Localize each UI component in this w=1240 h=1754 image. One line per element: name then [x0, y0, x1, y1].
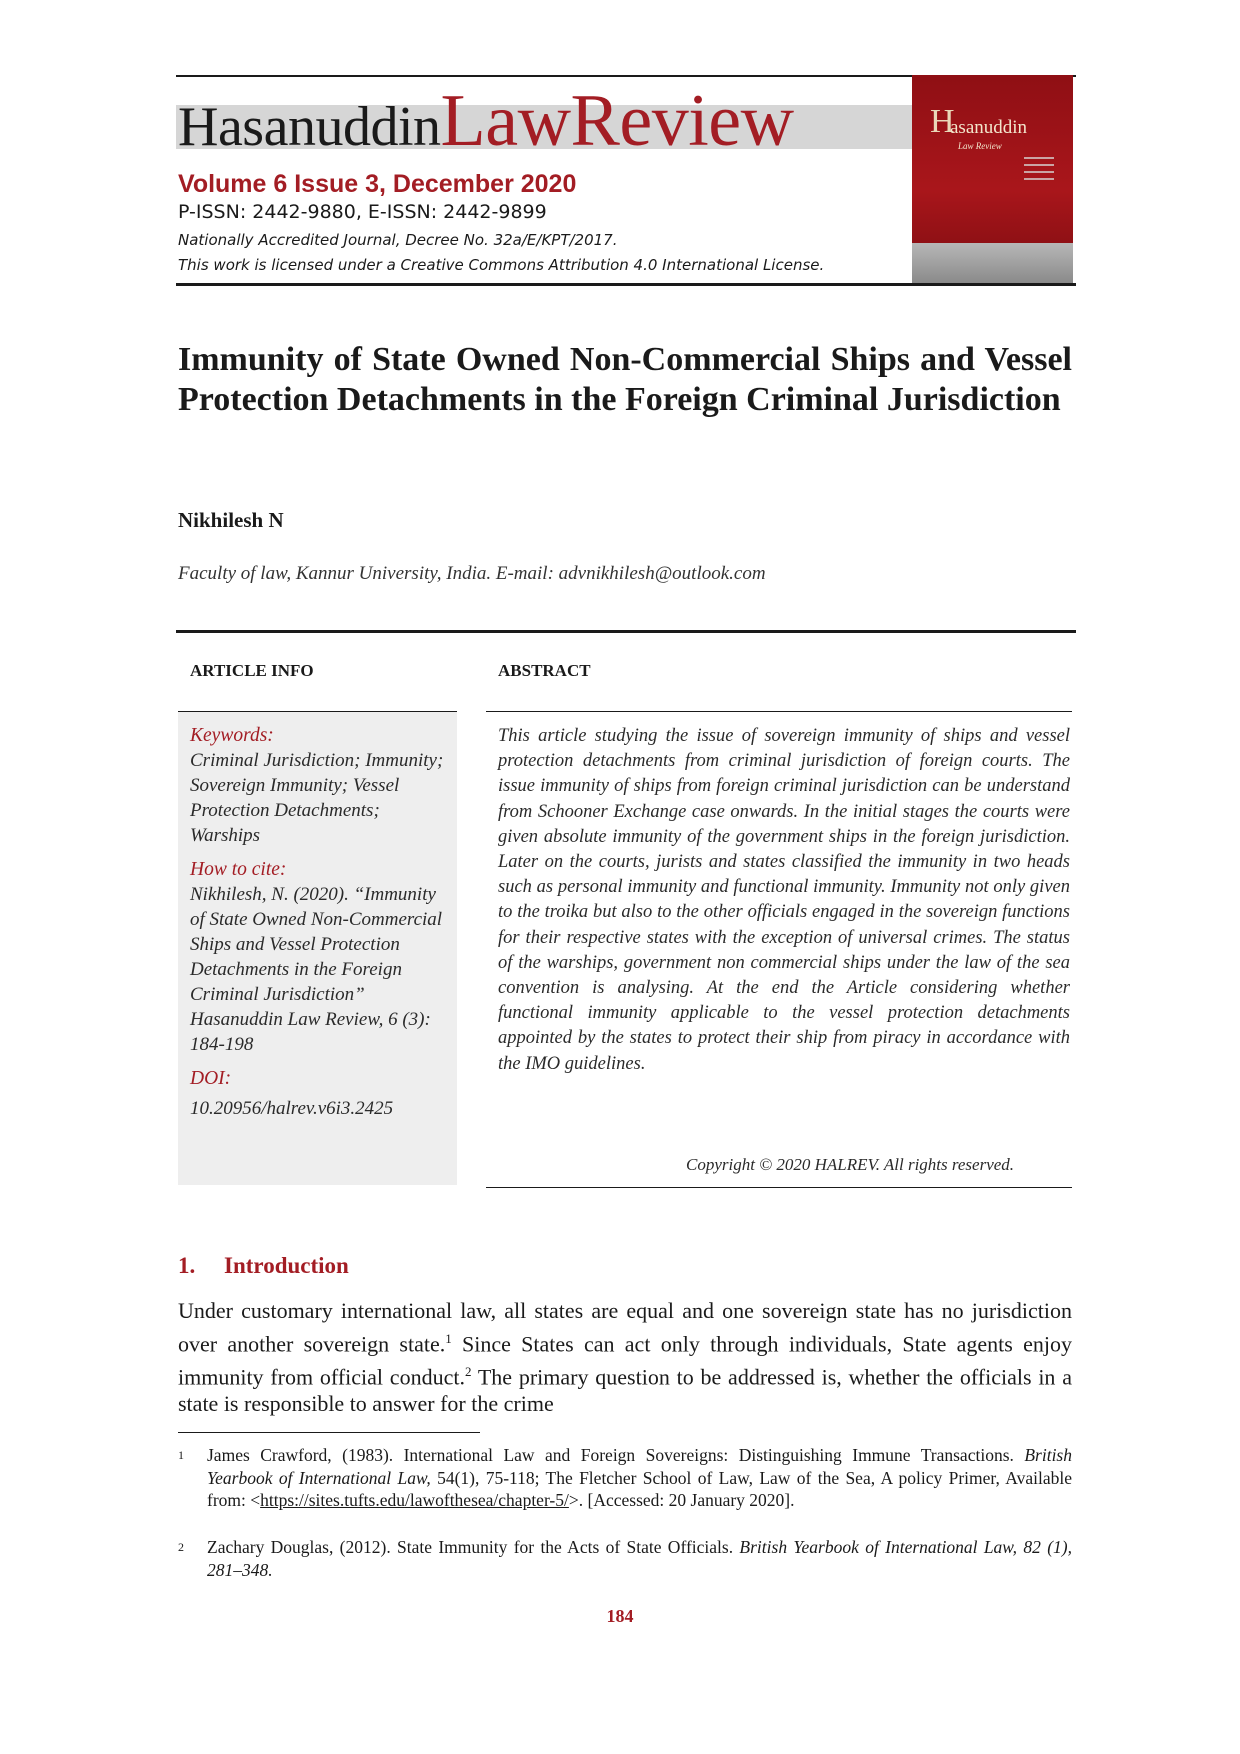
footnote-text: 54(1), 75-118; The Fletcher School of Law, Law of the Sea, A policy Primer, Available from: < [207, 1467, 1072, 1510]
footnote-link[interactable]: https://sites.tufts.edu/lawofthesea/chapter-5/ [260, 1490, 569, 1510]
intro-text-2: Since States can act only through individuals, State agents enjoy immunity from official conduct. [178, 1330, 1072, 1389]
cover-bottom-band [912, 243, 1073, 283]
footnote-ref-1[interactable]: 1 [445, 1330, 452, 1346]
journal-cover-image [912, 75, 1073, 283]
section-heading-introduction [178, 1253, 349, 1279]
section-number: 1. [178, 1253, 196, 1278]
page-number: 184 [606, 1606, 634, 1626]
keywords-label: Keywords: [190, 725, 274, 746]
volume-line: Volume 6 Issue 3, December 2020 [178, 170, 577, 198]
license-line: This work is licensed under a Creative Commons Attribution 4.0 International License. [178, 256, 825, 274]
section-title: Introduction [224, 1253, 349, 1278]
abstract-text: This article studying the issue of sovereign immunity of ships and vessel protection detachments from criminal jurisdiction of foreign courts. The issue immunity of ships from foreign criminal jurisdiction can be understand from Schooner Exchange case onwards. In the initial stages the courts were given absolute immunity of the government ships in the foreign jurisdiction. Later on the courts, jurists and states classified the immunity in two heads such as personal immunity and functional immunity. Immunity not only given to the troika but also to the other officials engaged in the sovereign functions for their respective states with the exception of universal crimes. The status of the warships, government non commercial ships under the law of the sea convention is analysing. At the end the Article considering whether functional immunity applicable to the vessel protection detachments appointed by the states to protect their ship from piracy in accordance with the IMO guidelines. [498, 726, 1070, 1074]
abstract-bottom-rule [486, 1187, 1072, 1188]
keywords-text: Criminal Jurisdiction; Immunity; Sovereign Immunity; Vessel Protection Detachments; Warships [190, 750, 444, 846]
title-separator-rule [176, 630, 1076, 633]
citation-text: Nikhilesh, N. (2020). “Immunity of State Owned Non-Commercial Ships and Vessel Protection Detachments in the Foreign Criminal Jurisdiction” Hasanuddin Law Review, 6 (3): 184-198 [190, 884, 443, 1055]
footnote-ref-2[interactable]: 2 [464, 1363, 472, 1379]
cover-decoration [1024, 157, 1054, 185]
introduction-paragraph [178, 1297, 1072, 1418]
cover-subtitle: Law Review [958, 141, 1002, 151]
article-info-content [190, 723, 448, 1121]
copyright-notice: Copyright © 2020 HALREV. All rights reserved. [686, 1155, 1015, 1174]
footnote-rule [178, 1432, 480, 1433]
footnote-text: Zachary Douglas, (2012). State Immunity for the Acts of State Officials. [207, 1537, 740, 1557]
footnote-journal: British Yearbook of International Law, [207, 1445, 1072, 1488]
doi-value[interactable]: 10.20956/halrev.v6i3.2425 [190, 1098, 394, 1119]
journal-title-part-a: Hasanuddin [178, 96, 441, 158]
intro-text-1: Under customary international law, all states are equal and one sovereign state has no jurisdiction over another sovereign state. [178, 1298, 1072, 1356]
journal-title [178, 80, 794, 162]
accreditation-line: Nationally Accredited Journal, Decree No. 32a/E/KPT/2017. [178, 231, 618, 249]
cover-journal-name: asanuddin [950, 117, 1028, 138]
journal-title-part-b: LawReview [440, 80, 794, 162]
intro-text-3: The primary question to be addressed is, whether the officials in a state is responsible to answer for the crime [178, 1363, 1072, 1417]
footnote-journal: British Yearbook of International Law, [739, 1537, 1018, 1557]
author-affiliation: Faculty of law, Kannur University, India. E-mail: advnikhilesh@outlook.com [178, 563, 766, 584]
footnote-2 [178, 1536, 1072, 1581]
cover-logo-letter: H [930, 103, 955, 140]
footnote-number: 2 [178, 1540, 184, 1554]
author-name: Nikhilesh N [178, 508, 284, 532]
article-title: Immunity of State Owned Non-Commercial Ships and Vessel Protection Detachments in the Foreign Criminal Jurisdiction [178, 341, 1072, 418]
how-to-cite-label: How to cite: [190, 859, 287, 880]
footnote-1 [178, 1444, 1072, 1512]
issn-line: P-ISSN: 2442-9880, E-ISSN: 2442-9899 [178, 201, 547, 223]
header-bottom-rule [176, 283, 1076, 286]
footnote-text: James Crawford, (1983). International Law and Foreign Sovereigns: Distinguishing Immune Transactions. [207, 1445, 1025, 1465]
footnote-text: >. [Accessed: 20 January 2020]. [568, 1490, 795, 1510]
abstract-heading: ABSTRACT [498, 661, 591, 680]
doi-label: DOI: [190, 1068, 232, 1089]
footnote-number: 1 [178, 1448, 184, 1462]
footnote-text: 82 (1), 281–348. [207, 1537, 1072, 1580]
abstract-top-rule [486, 711, 1072, 712]
article-info-heading: ARTICLE INFO [190, 661, 314, 680]
